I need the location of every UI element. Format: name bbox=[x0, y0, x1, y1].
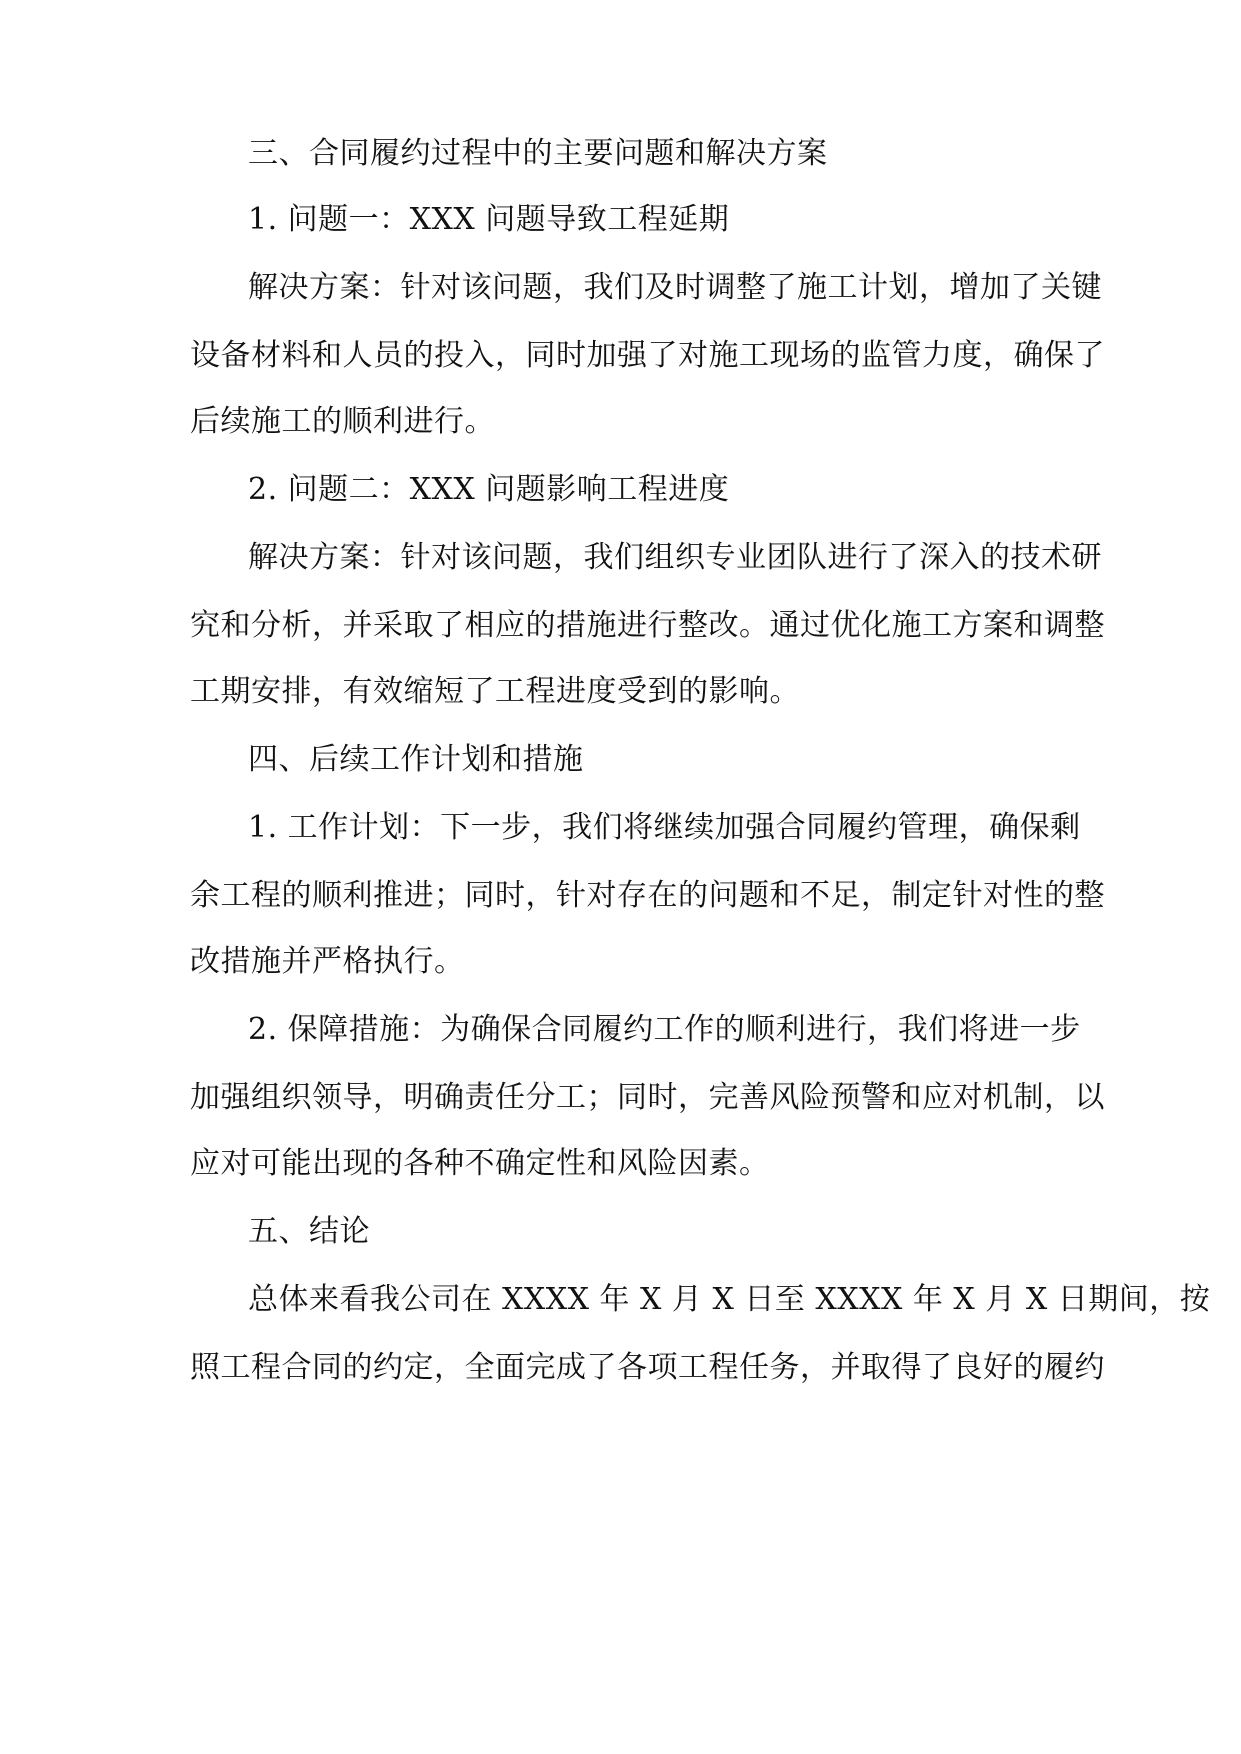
plan-item-1-line-2: 余工程的顺利推进；同时，针对存在的问题和不足，制定针对性的整 bbox=[190, 878, 1105, 913]
problem-1-solution-line-1: 解决方案：针对该问题，我们及时调整了施工计划，增加了关键 bbox=[248, 270, 1102, 305]
plan-item-1-line-1: 1. 工作计划：下一步，我们将继续加强合同履约管理，确保剩 bbox=[248, 810, 1081, 845]
section-heading-3: 三、合同履约过程中的主要问题和解决方案 bbox=[248, 136, 828, 171]
conclusion-line-2: 照工程合同的约定，全面完成了各项工程任务，并取得了良好的履约 bbox=[190, 1350, 1105, 1385]
problem-1-solution-line-2: 设备材料和人员的投入，同时加强了对施工现场的监管力度，确保了 bbox=[190, 338, 1105, 373]
conclusion-line-1: 总体来看我公司在 XXXX 年 X 月 X 日至 XXXX 年 X 月 X 日期间，按 bbox=[248, 1282, 1211, 1317]
problem-2-solution-line-3: 工期安排，有效缩短了工程进度受到的影响。 bbox=[190, 674, 800, 709]
problem-1-solution-line-3: 后续施工的顺利进行。 bbox=[190, 404, 495, 439]
problem-2-solution-line-1: 解决方案：针对该问题，我们组织专业团队进行了深入的技术研 bbox=[248, 540, 1102, 575]
section-heading-5: 五、结论 bbox=[248, 1214, 370, 1249]
problem-2-title: 2. 问题二：XXX 问题影响工程进度 bbox=[248, 472, 730, 507]
plan-item-1-line-3: 改措施并严格执行。 bbox=[190, 944, 465, 979]
problem-1-title: 1. 问题一：XXX 问题导致工程延期 bbox=[248, 202, 730, 237]
plan-item-2-line-1: 2. 保障措施：为确保合同履约工作的顺利进行，我们将进一步 bbox=[248, 1012, 1081, 1047]
problem-2-solution-line-2: 究和分析，并采取了相应的措施进行整改。通过优化施工方案和调整 bbox=[190, 608, 1105, 643]
plan-item-2-line-3: 应对可能出现的各种不确定性和风险因素。 bbox=[190, 1146, 770, 1181]
section-heading-4: 四、后续工作计划和措施 bbox=[248, 742, 584, 777]
plan-item-2-line-2: 加强组织领导，明确责任分工；同时，完善风险预警和应对机制，以 bbox=[190, 1080, 1105, 1115]
